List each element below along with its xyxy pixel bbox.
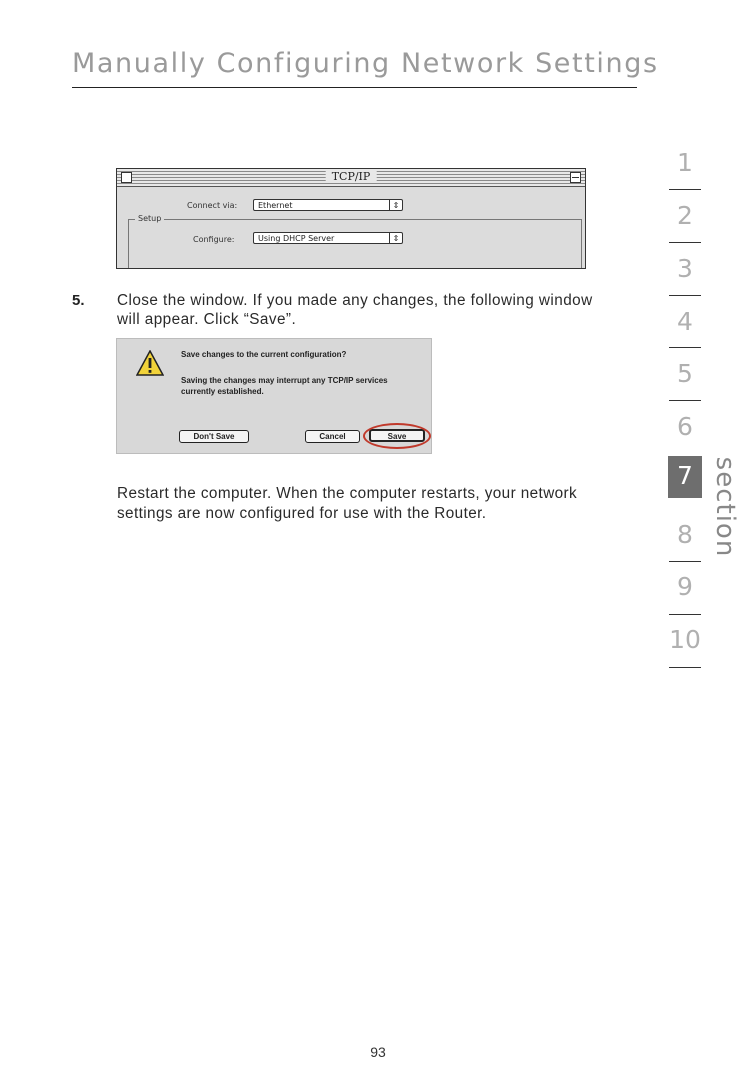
step-text: Close the window. If you made any changes, the following window will appear. Click “Save”. <box>117 292 593 328</box>
section-nav-9: 9 <box>677 572 693 601</box>
connect-via-value: Ethernet <box>258 201 293 210</box>
warning-icon <box>136 350 164 376</box>
save-button: Save <box>369 429 425 442</box>
cancel-button: Cancel <box>305 430 360 443</box>
section-nav-1: 1 <box>677 148 693 177</box>
dialog-heading: Save changes to the current configuration? <box>181 350 347 359</box>
nav-divider <box>669 295 701 296</box>
tcpip-window-screenshot <box>116 168 586 269</box>
nav-divider <box>669 347 701 348</box>
nav-divider <box>669 242 701 243</box>
connect-via-label: Connect via: <box>187 201 238 210</box>
configure-select <box>253 232 403 244</box>
page-title: Manually Configuring Network Settings <box>72 48 659 79</box>
zoom-box-icon <box>570 172 581 183</box>
dialog-message: Saving the changes may interrupt any TCP/IP services currently established. <box>181 376 388 396</box>
section-label <box>705 452 745 562</box>
title-divider <box>72 87 637 88</box>
section-nav-8: 8 <box>677 520 693 549</box>
connect-via-select <box>253 199 403 211</box>
save-changes-dialog-screenshot <box>116 338 432 454</box>
window-titlebar <box>117 169 585 187</box>
section-nav-3: 3 <box>677 254 693 283</box>
nav-divider <box>669 189 701 190</box>
section-label-text: section <box>710 456 740 558</box>
dont-save-button: Don't Save <box>179 430 249 443</box>
select-arrows-icon: ⇕ <box>389 233 402 243</box>
save-highlight-ring <box>363 423 431 449</box>
configure-value: Using DHCP Server <box>258 234 335 243</box>
restart-paragraph: Restart the computer. When the computer restarts, your network settings are now configured for use with the Router. <box>117 485 578 522</box>
section-nav-7-active: 7 <box>668 456 702 498</box>
window-title: TCP/IP <box>326 170 377 183</box>
configure-label: Configure: <box>193 235 235 244</box>
select-arrows-icon: ⇕ <box>389 200 402 210</box>
section-nav-10: 10 <box>669 625 701 654</box>
setup-label: Setup <box>135 214 164 223</box>
step-number: 5. <box>72 292 85 309</box>
close-box-icon <box>121 172 132 183</box>
section-nav-6: 6 <box>677 412 693 441</box>
nav-divider <box>669 561 701 562</box>
section-nav-4: 4 <box>677 307 693 336</box>
page-number: 93 <box>370 1044 386 1060</box>
section-nav-2: 2 <box>677 201 693 230</box>
setup-group-box <box>128 219 582 269</box>
nav-divider <box>669 400 701 401</box>
nav-divider <box>669 667 701 668</box>
section-nav-5: 5 <box>677 359 693 388</box>
nav-divider <box>669 614 701 615</box>
